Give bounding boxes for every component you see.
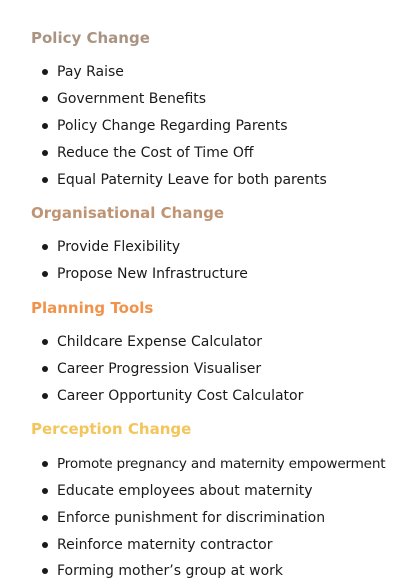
list-item-text: Policy Change Regarding Parents: [57, 118, 288, 134]
list-item-text: Childcare Expense Calculator: [57, 334, 263, 350]
list-item-text: Enforce punishment for discrimination: [57, 510, 326, 526]
bullet-icon: [42, 461, 48, 467]
section-title-planning-tools: Planning Tools: [31, 299, 154, 317]
bullet-icon: [42, 69, 48, 75]
bullet-icon: [42, 488, 48, 494]
list-item-text: Equal Paternity Leave for both parents: [57, 172, 327, 188]
bullet-icon: [42, 542, 48, 548]
list-item-text: Propose New Infrastructure: [57, 266, 248, 282]
bullet-icon: [42, 568, 48, 574]
bullet-icon: [42, 515, 48, 521]
bullet-icon: [42, 339, 48, 345]
bullet-icon: [42, 150, 48, 156]
bullet-icon: [42, 177, 48, 183]
list-item-text: Reinforce maternity contractor: [57, 537, 273, 553]
list-item-text: Forming mother’s group at work: [57, 563, 284, 579]
bullet-icon: [42, 271, 48, 277]
bullet-icon: [42, 366, 48, 372]
list-item-text: Career Progression Visualiser: [57, 361, 262, 377]
section-title-policy-change: Policy Change: [31, 29, 150, 47]
section-title-perception-change: Perception Change: [31, 420, 192, 438]
list-item-text: Reduce the Cost of Time Off: [57, 145, 254, 161]
bullet-icon: [42, 123, 48, 129]
list-item-text: Career Opportunity Cost Calculator: [57, 388, 304, 404]
section-title-organisational-change: Organisational Change: [31, 204, 225, 222]
bullet-icon: [42, 393, 48, 399]
list-item-text: Provide Flexibility: [57, 239, 181, 255]
bullet-icon: [42, 244, 48, 250]
list-item-text: Government Benefits: [57, 91, 207, 107]
list-item-text: Educate employees about maternity: [57, 483, 313, 499]
list-item-text: Promote pregnancy and maternity empowerment: [57, 456, 386, 472]
bullet-icon: [42, 96, 48, 102]
list-item-text: Pay Raise: [57, 64, 124, 80]
